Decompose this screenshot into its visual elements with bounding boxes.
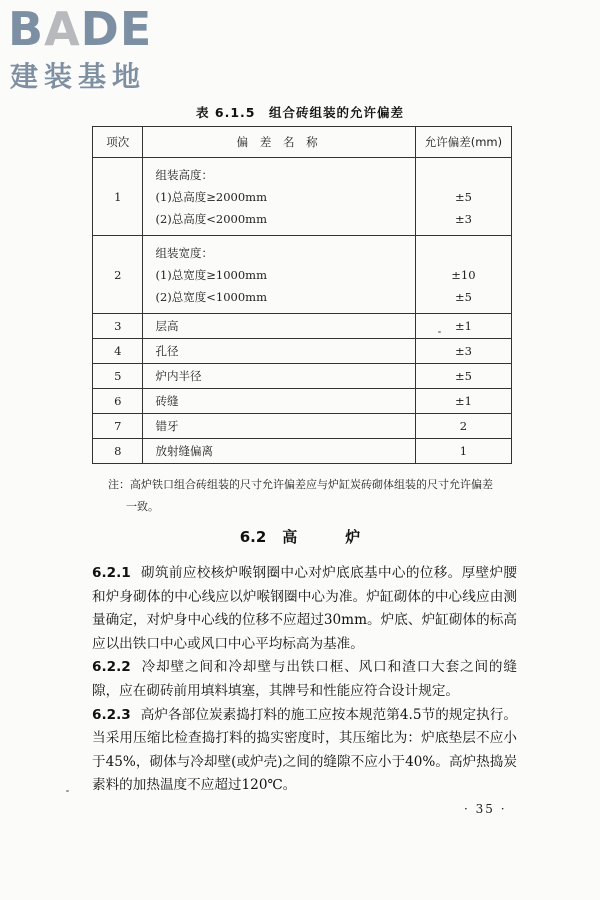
row-name: 砖缝 bbox=[143, 389, 415, 414]
header-name: 偏 差 名 称 bbox=[143, 127, 415, 158]
row-value: ±5 bbox=[415, 364, 511, 389]
row-subvalue: ±3 bbox=[454, 211, 472, 226]
row-subitem: (2)总高度<2000mm bbox=[155, 211, 267, 226]
brand-logo bbox=[8, 2, 178, 98]
row-subvalue: ±5 bbox=[454, 289, 472, 304]
clause bbox=[92, 704, 517, 798]
clause bbox=[92, 656, 517, 703]
scan-speck bbox=[66, 790, 69, 792]
table-row bbox=[93, 364, 512, 389]
logo-subtitle: 建装基地 bbox=[10, 60, 147, 93]
table-row bbox=[93, 339, 512, 364]
clause-text: 高炉各部位炭素捣打料的施工应按本规范第4.5节的规定执行。当采用压缩比检查捣打料的捣实密度时，其压缩比为：炉底垫层不应小于45%，砌体与冷却壁(或炉壳)之间的缝隙不应小于40%。高炉热捣炭素料的加热温度不应超过120℃。 bbox=[92, 706, 517, 794]
row-no: 5 bbox=[93, 364, 143, 389]
table-row bbox=[93, 439, 512, 464]
table-row bbox=[93, 236, 512, 314]
row-value: 2 bbox=[415, 414, 511, 439]
clause-number: 6.2.1 bbox=[92, 565, 131, 581]
row-value bbox=[415, 236, 511, 314]
row-heading: 组装宽度： bbox=[155, 245, 213, 260]
row-name: 孔径 bbox=[143, 339, 415, 364]
row-no: 4 bbox=[93, 339, 143, 364]
row-value bbox=[415, 158, 511, 236]
table-row bbox=[93, 414, 512, 439]
section-body bbox=[92, 562, 517, 798]
section-number: 6.2 bbox=[239, 528, 267, 546]
table-row bbox=[93, 314, 512, 339]
row-value: ±3 bbox=[415, 339, 511, 364]
note-line: 注：高炉铁口组合砖组装的尺寸允许偏差应与炉缸炭砖砌体组装的尺寸允许偏差 bbox=[108, 478, 493, 491]
note-line: 一致。 bbox=[126, 500, 159, 513]
table-title: 表 6.1.5 组合砖组装的允许偏差 bbox=[196, 105, 404, 120]
header-value: 允许偏差(mm) bbox=[415, 127, 511, 158]
row-no: 1 bbox=[93, 158, 143, 236]
section-title: 炉 bbox=[345, 528, 361, 546]
deviation-table bbox=[92, 126, 512, 464]
table-header-row bbox=[93, 127, 512, 158]
table-row bbox=[93, 389, 512, 414]
row-no: 3 bbox=[93, 314, 143, 339]
row-no: 6 bbox=[93, 389, 143, 414]
table-row bbox=[93, 158, 512, 236]
row-subvalue: ±5 bbox=[454, 189, 472, 204]
row-value: ±1 bbox=[415, 314, 511, 339]
row-name bbox=[143, 158, 415, 236]
row-subitem: (1)总高度≥2000mm bbox=[155, 189, 267, 204]
row-subvalue: ±10 bbox=[451, 267, 476, 282]
section-heading bbox=[0, 526, 600, 547]
logo-wordmark: BADE bbox=[8, 2, 153, 56]
clause-number: 6.2.3 bbox=[92, 706, 131, 723]
row-no: 7 bbox=[93, 414, 143, 439]
table-note bbox=[108, 474, 528, 518]
row-value: ±1 bbox=[415, 389, 511, 414]
row-name bbox=[143, 236, 415, 314]
row-no: 2 bbox=[93, 236, 143, 314]
header-no: 项次 bbox=[93, 127, 143, 158]
row-subitem: (2)总宽度<1000mm bbox=[155, 289, 267, 304]
row-heading: 组装高度： bbox=[155, 167, 213, 182]
scan-speck bbox=[438, 331, 441, 333]
row-name: 炉内半径 bbox=[143, 364, 415, 389]
page-number: · 35 · bbox=[464, 802, 507, 816]
row-name: 层高 bbox=[143, 314, 415, 339]
row-value: 1 bbox=[415, 439, 511, 464]
clause-text: 冷却壁之间和冷却壁与出铁口框、风口和渣口大套之间的缝隙，应在砌砖前用填料填塞，其牌号和性能应符合设计规定。 bbox=[92, 659, 517, 699]
clause bbox=[92, 562, 517, 656]
clause-number: 6.2.2 bbox=[92, 659, 131, 676]
clause-text: 砌筑前应校核炉喉钢圈中心对炉底底基中心的位移。厚壁炉腰和炉身砌体的中心线应以炉喉钢圈中心为准。炉缸砌体的中心线应由测量确定，对炉身中心线的位移不应超过30mm。炉底、炉缸砌体的标高应以出铁口中心或风口中心平均标高为基准。 bbox=[92, 565, 517, 652]
row-no: 8 bbox=[93, 439, 143, 464]
section-title: 高 bbox=[282, 528, 298, 546]
row-subitem: (1)总宽度≥1000mm bbox=[155, 267, 267, 282]
row-name: 错牙 bbox=[143, 414, 415, 439]
row-name: 放射缝偏离 bbox=[143, 439, 415, 464]
